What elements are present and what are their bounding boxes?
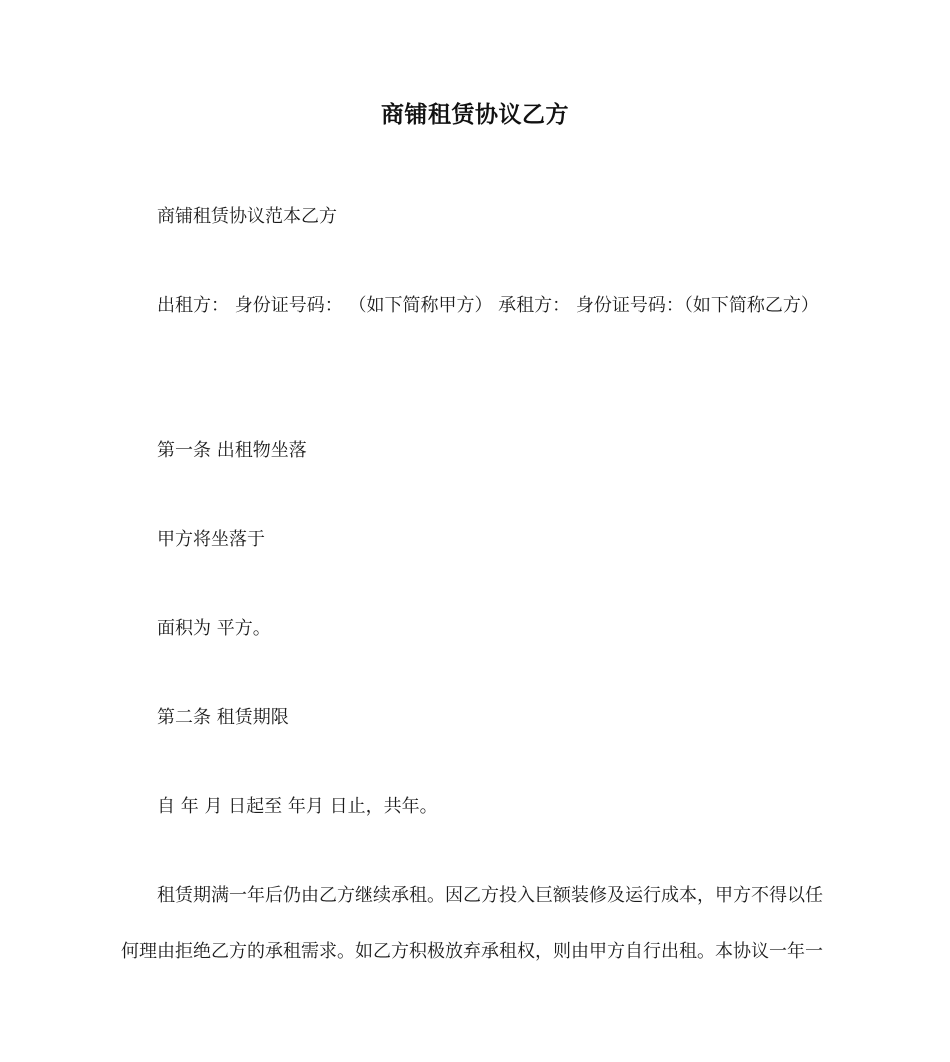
paragraph-area: 面积为 平方。: [157, 618, 271, 639]
paragraph-parties: 出租方： 身份证号码： （如下简称甲方） 承租方： 身份证号码：（如下简称乙方）: [157, 295, 819, 316]
paragraph-article-1-heading: 第一条 出租物坐落: [157, 440, 307, 461]
paragraph-term-dates: 自 年 月 日起至 年月 日止，共年。: [157, 796, 438, 817]
paragraph-article-2-heading: 第二条 租赁期限: [157, 707, 289, 728]
paragraph-doc-subtitle: 商铺租赁协议范本乙方: [157, 206, 337, 227]
paragraph-location: 甲方将坐落于: [157, 529, 265, 550]
document-title: 商铺租赁协议乙方: [381, 102, 569, 128]
paragraph-renewal: 租赁期满一年后仍由乙方继续承租。因乙方投入巨额装修及运行成本，甲方不得以任何理由拒绝乙方的承租需求。如乙方积极放弃承租权，则由甲方自行出租。本协议一年一: [121, 885, 823, 962]
